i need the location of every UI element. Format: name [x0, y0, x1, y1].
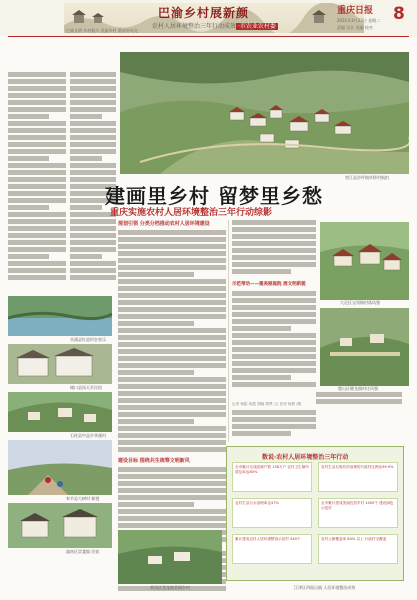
section-3-heading: 建设目标 围绕共生统筹文明新风: [118, 458, 190, 464]
masthead-subtitle-text: 农村人居环境整治三年行动成效: [152, 23, 237, 30]
bottom-photo-2-caption: 江津区四面山镇 人居环境整治成效: [294, 585, 356, 590]
body-column-3: [232, 392, 402, 442]
right-photo-1: [320, 222, 409, 300]
hero-photo: [120, 52, 409, 174]
column-divider: [228, 220, 229, 442]
infobox-item: 累计建成农村人居环境整治示范村 440个: [232, 534, 312, 564]
header-tagline: 巴渝文明 乡村振兴 美丽乡村 重庆好风光: [66, 28, 138, 33]
main-subheadline: 重庆实施农村人居环境整治三年行动综影: [110, 208, 273, 218]
page-number: 8: [393, 4, 405, 24]
left-photo-4: [8, 440, 112, 495]
left-photo-1: [8, 296, 112, 336]
infobox-item: 全市累计完成改厕户数 138万户 农村卫生厕所普及率达80%: [232, 462, 312, 492]
infobox-item: 全市累计建成美丽宜居乡村 1400个 建设绿色示范村: [318, 498, 398, 528]
left-photo-5: [8, 503, 112, 548]
intro-column: [8, 72, 66, 287]
infobox-item: 农村公厕覆盖率 80% 以上 行政村全覆盖: [318, 534, 398, 564]
editor-credits: 责编 设计 美编 校对: [337, 25, 373, 30]
bottom-photo-1: [118, 530, 222, 584]
section-1-heading: 规划引领 分类分档推动农村人居环境建设: [118, 221, 210, 227]
left-photo-3: [8, 392, 112, 432]
infobox-item: 农村生活垃圾有效治理的行政村比例达99.9%: [318, 462, 398, 492]
left-photo-3-caption: 石柱县中益乡华溪村: [70, 433, 106, 438]
body-column-1: [118, 230, 226, 454]
left-photo-4-caption: 奉节县大树村 新貌: [66, 496, 100, 501]
header-rule: [8, 36, 409, 37]
newspaper-logo: 重庆日报: [337, 6, 374, 16]
left-photo-2-caption: 城口县岚天乡民宿: [70, 385, 102, 390]
bottom-photo-1-caption: 荣昌区盘龙镇美丽乡村: [150, 585, 190, 590]
section-2-heading: 示范带动——建美丽庭院 展文明新貌: [232, 282, 306, 287]
masthead-subtitle: [152, 21, 278, 30]
main-headline: 建画里乡村 留梦里乡愁: [105, 184, 323, 208]
infobox-title: 数说·农村人居环境整治三年行动: [262, 454, 349, 461]
body-column-2b: [232, 291, 316, 391]
masthead-title: 巴渝乡村展新颜: [158, 6, 250, 20]
infobox-item: 农村生活污水治理率达37%: [232, 498, 312, 528]
hero-photo-caption: 垫江县沙坪镇毕桥村航拍: [345, 175, 389, 180]
left-photo-2: [8, 344, 112, 384]
article-byline: 记者 杨铭 何霞 胡晓 胡琴 /文 任何 杨程 /图: [232, 402, 302, 406]
masthead-subtitle-highlight: ·市农业农村委: [238, 23, 276, 30]
issue-date: 2021年3月23日 星期二: [337, 18, 381, 23]
right-photo-2-caption: 璧山区健龙镇村庄风貌: [338, 386, 378, 391]
right-photo-2: [320, 308, 409, 386]
body-column-2: [232, 220, 316, 280]
right-photo-1-caption: 大足区宝顶镇村落风貌: [340, 300, 380, 305]
left-photo-5-caption: 潼南区崇龛镇 民宿: [66, 549, 100, 554]
left-photo-1-caption: 巫溪县红池坝农家乐: [70, 337, 106, 342]
